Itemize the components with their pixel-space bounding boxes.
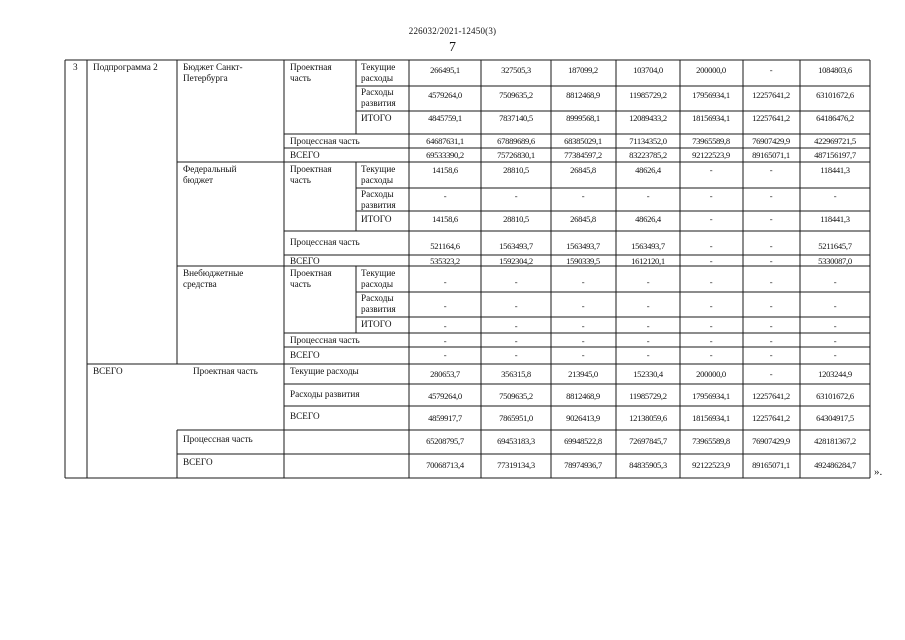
value-cell-off-itogo: - — [581, 321, 585, 331]
value-cell-fed-dev: - — [514, 191, 518, 201]
value-cell-off-process: - — [769, 336, 773, 346]
document-number: 226032/2021-12450(3) — [408, 26, 497, 36]
total-label-process-part: Процессная часть — [183, 434, 253, 444]
total-label-development: Расходы развития — [290, 389, 360, 399]
value-cell-grand-total: 78974936,7 — [564, 460, 602, 470]
value-cell-fed-vsego: - — [709, 256, 713, 266]
value-cell-tot-current: 213945,0 — [568, 369, 598, 379]
value-cell-spb-dev: 4579264,0 — [428, 90, 462, 100]
value-cell-spb-vsego: 83223785,2 — [629, 150, 667, 160]
value-cell-tot-process: 72697845,7 — [629, 436, 667, 446]
value-cell-fed-current: 26845,8 — [570, 165, 596, 175]
value-cell-fed-itogo: 26845,8 — [570, 214, 596, 224]
value-cell-spb-itogo: 18156934,1 — [692, 113, 730, 123]
value-cell-spb-vsego: 77384597,2 — [564, 150, 602, 160]
value-cell-spb-current: 187099,2 — [568, 65, 598, 75]
source-offbudget: Внебюджетные средства — [183, 268, 244, 289]
value-cell-fed-dev: - — [646, 191, 650, 201]
value-cell-spb-dev: 63101672,6 — [816, 90, 854, 100]
value-cell-fed-itogo: 28810,5 — [503, 214, 529, 224]
label-current: Текущие расходы — [361, 62, 396, 83]
total-project-part: Проектная часть — [193, 366, 258, 376]
value-cell-off-process: - — [514, 336, 518, 346]
value-cell-tot-current: 1203244,9 — [818, 369, 852, 379]
value-cell-fed-current: 48626,4 — [635, 165, 661, 175]
value-cell-fed-itogo: - — [769, 214, 773, 224]
value-cell-fed-current: 118441,3 — [820, 165, 850, 175]
value-cell-tot-process: 69948522,8 — [564, 436, 602, 446]
value-cell-fed-itogo: 14158,6 — [432, 214, 458, 224]
value-cell-spb-vsego: 89165071,1 — [752, 150, 790, 160]
value-cell-fed-current: - — [769, 165, 773, 175]
value-cell-grand-total: 84835905,3 — [629, 460, 667, 470]
value-cell-fed-process: 1563493,7 — [566, 241, 600, 251]
label-itogo: ИТОГО — [361, 214, 392, 224]
value-cell-tot-vsego: 12257641,2 — [752, 413, 790, 423]
label-development: Расходы развития — [361, 189, 396, 210]
label-current: Текущие расходы — [361, 164, 396, 185]
label-itogo: ИТОГО — [361, 113, 392, 123]
value-cell-spb-dev: 7509635,2 — [499, 90, 533, 100]
value-cell-spb-vsego: 92122523,9 — [692, 150, 730, 160]
value-cell-tot-dev: 63101672,6 — [816, 391, 854, 401]
value-cell-tot-current: - — [769, 369, 773, 379]
value-cell-fed-vsego: - — [769, 256, 773, 266]
value-cell-tot-process: 69453183,3 — [497, 436, 535, 446]
total-label-current: Текущие расходы — [290, 366, 359, 376]
value-cell-off-itogo: - — [709, 321, 713, 331]
value-cell-fed-itogo: - — [709, 214, 713, 224]
value-cell-tot-vsego: 7865951,0 — [499, 413, 533, 423]
value-cell-fed-dev: - — [769, 191, 773, 201]
value-cell-spb-vsego: 69533390,2 — [426, 150, 464, 160]
program-name: Подпрограмма 2 — [93, 62, 158, 72]
value-cell-spb-itogo: 4845759,1 — [428, 113, 462, 123]
label-vsego: ВСЕГО — [290, 350, 320, 360]
value-cell-off-vsego: - — [514, 350, 518, 360]
value-cell-fed-vsego: 1592304,2 — [499, 256, 533, 266]
value-cell-fed-process: - — [709, 241, 713, 251]
value-cell-spb-itogo: 12257641,2 — [752, 113, 790, 123]
value-cell-off-current: - — [769, 277, 773, 287]
value-cell-tot-vsego: 12138059,6 — [629, 413, 667, 423]
value-cell-off-vsego: - — [581, 350, 585, 360]
value-cell-spb-itogo: 64186476,2 — [816, 113, 854, 123]
grand-total-label: ВСЕГО — [183, 457, 213, 467]
label-development: Расходы развития — [361, 87, 396, 108]
value-cell-fed-itogo: 118441,3 — [820, 214, 850, 224]
value-cell-fed-process: 521164,6 — [430, 241, 460, 251]
value-cell-spb-process: 73965589,8 — [692, 136, 730, 146]
value-cell-spb-itogo: 8999568,1 — [566, 113, 600, 123]
total-vsego: ВСЕГО — [93, 366, 123, 376]
value-cell-tot-process: 428181367,2 — [814, 436, 856, 446]
value-cell-off-vsego: - — [769, 350, 773, 360]
value-cell-off-current: - — [709, 277, 713, 287]
value-cell-off-current: - — [646, 277, 650, 287]
closing-mark: ». — [874, 466, 883, 478]
value-cell-fed-dev: - — [443, 191, 447, 201]
value-cell-off-vsego: - — [646, 350, 650, 360]
value-cell-off-process: - — [833, 336, 837, 346]
value-cell-grand-total: 70068713,4 — [426, 460, 464, 470]
value-cell-spb-process: 67889689,6 — [497, 136, 535, 146]
value-cell-tot-dev: 8812468,9 — [566, 391, 600, 401]
value-cell-grand-total: 492486284,7 — [814, 460, 856, 470]
label-project-part: Проектная часть — [290, 62, 332, 83]
value-cell-off-dev: - — [769, 301, 773, 311]
value-cell-spb-process: 68385029,1 — [564, 136, 602, 146]
value-cell-off-vsego: - — [833, 350, 837, 360]
value-cell-tot-vsego: 4859917,7 — [428, 413, 462, 423]
value-cell-spb-process: 76907429,9 — [752, 136, 790, 146]
value-cell-fed-process: - — [769, 241, 773, 251]
value-cell-tot-dev: 7509635,2 — [499, 391, 533, 401]
value-cell-spb-current: 327505,3 — [501, 65, 531, 75]
value-cell-spb-current: 266495,1 — [430, 65, 460, 75]
value-cell-spb-dev: 17956934,1 — [692, 90, 730, 100]
value-cell-fed-current: 14158,6 — [432, 165, 458, 175]
label-current: Текущие расходы — [361, 268, 396, 289]
value-cell-fed-itogo: 48626,4 — [635, 214, 661, 224]
page-number: 7 — [449, 40, 456, 55]
value-cell-off-itogo: - — [833, 321, 837, 331]
value-cell-grand-total: 77319134,3 — [497, 460, 535, 470]
value-cell-tot-process: 65208795,7 — [426, 436, 464, 446]
value-cell-spb-itogo: 7837140,5 — [499, 113, 533, 123]
value-cell-fed-dev: - — [709, 191, 713, 201]
value-cell-spb-dev: 8812468,9 — [566, 90, 600, 100]
label-process-part: Процессная часть — [290, 136, 360, 146]
value-cell-fed-vsego: 1590339,5 — [566, 256, 600, 266]
value-cell-tot-dev: 4579264,0 — [428, 391, 462, 401]
source-federal: Федеральный бюджет — [183, 164, 237, 185]
value-cell-tot-process: 76907429,9 — [752, 436, 790, 446]
value-cell-fed-process: 1563493,7 — [631, 241, 665, 251]
value-cell-off-process: - — [443, 336, 447, 346]
label-project-part: Проектная часть — [290, 164, 332, 185]
value-cell-tot-process: 73965589,8 — [692, 436, 730, 446]
value-cell-spb-current: - — [769, 65, 773, 75]
value-cell-off-itogo: - — [769, 321, 773, 331]
value-cell-off-dev: - — [443, 301, 447, 311]
value-cell-spb-process: 422969721,5 — [814, 136, 856, 146]
value-cell-tot-dev: 11985729,2 — [629, 391, 667, 401]
value-cell-spb-vsego: 75726830,1 — [497, 150, 535, 160]
value-cell-tot-vsego: 18156934,1 — [692, 413, 730, 423]
value-cell-tot-current: 356315,8 — [501, 369, 531, 379]
value-cell-tot-vsego: 64304917,5 — [816, 413, 854, 423]
value-cell-spb-process: 64687631,1 — [426, 136, 464, 146]
value-cell-spb-current: 200000,0 — [696, 65, 726, 75]
label-process-part: Процессная часть — [290, 335, 360, 345]
value-cell-off-itogo: - — [514, 321, 518, 331]
label-project-part: Проектная часть — [290, 268, 332, 289]
value-cell-fed-current: - — [709, 165, 713, 175]
value-cell-tot-dev: 17956934,1 — [692, 391, 730, 401]
label-vsego: ВСЕГО — [290, 150, 320, 160]
value-cell-off-itogo: - — [443, 321, 447, 331]
source-spb: Бюджет Санкт-Петербурга — [183, 62, 243, 83]
total-label-vsego: ВСЕГО — [290, 411, 320, 421]
value-cell-tot-current: 152330,4 — [633, 369, 663, 379]
value-cell-off-current: - — [833, 277, 837, 287]
value-cell-spb-dev: 12257641,2 — [752, 90, 790, 100]
value-cell-off-dev: - — [514, 301, 518, 311]
value-cell-off-process: - — [581, 336, 585, 346]
value-cell-fed-vsego: 1612120,1 — [631, 256, 665, 266]
value-cell-grand-total: 92122523,9 — [692, 460, 730, 470]
value-cell-spb-itogo: 12089433,2 — [629, 113, 667, 123]
value-cell-spb-current: 1084803,6 — [818, 65, 852, 75]
value-cell-off-dev: - — [709, 301, 713, 311]
value-cell-fed-dev: - — [581, 191, 585, 201]
value-cell-grand-total: 89165071,1 — [752, 460, 790, 470]
value-cell-off-dev: - — [646, 301, 650, 311]
value-cell-off-process: - — [709, 336, 713, 346]
value-cell-off-current: - — [443, 277, 447, 287]
label-process-part: Процессная часть — [290, 237, 360, 247]
value-cell-fed-current: 28810,5 — [503, 165, 529, 175]
label-development: Расходы развития — [361, 293, 396, 314]
value-cell-tot-dev: 12257641,2 — [752, 391, 790, 401]
label-itogo: ИТОГО — [361, 319, 392, 329]
value-cell-fed-dev: - — [833, 191, 837, 201]
value-cell-fed-vsego: 535323,2 — [430, 256, 460, 266]
value-cell-fed-vsego: 5330087,0 — [818, 256, 852, 266]
label-vsego: ВСЕГО — [290, 256, 320, 266]
value-cell-off-dev: - — [833, 301, 837, 311]
value-cell-tot-vsego: 9026413,9 — [566, 413, 600, 423]
value-cell-spb-current: 103704,0 — [633, 65, 663, 75]
value-cell-off-vsego: - — [709, 350, 713, 360]
row-number: 3 — [73, 62, 78, 72]
value-cell-spb-vsego: 487156197,7 — [814, 150, 856, 160]
value-cell-fed-process: 1563493,7 — [499, 241, 533, 251]
value-cell-tot-current: 200000,0 — [696, 369, 726, 379]
value-cell-spb-process: 71134352,0 — [629, 136, 667, 146]
value-cell-off-dev: - — [581, 301, 585, 311]
value-cell-off-process: - — [646, 336, 650, 346]
value-cell-spb-dev: 11985729,2 — [629, 90, 667, 100]
value-cell-fed-process: 5211645,7 — [818, 241, 852, 251]
value-cell-off-itogo: - — [646, 321, 650, 331]
value-cell-tot-current: 280653,7 — [430, 369, 460, 379]
value-cell-off-vsego: - — [443, 350, 447, 360]
value-cell-off-current: - — [514, 277, 518, 287]
value-cell-off-current: - — [581, 277, 585, 287]
